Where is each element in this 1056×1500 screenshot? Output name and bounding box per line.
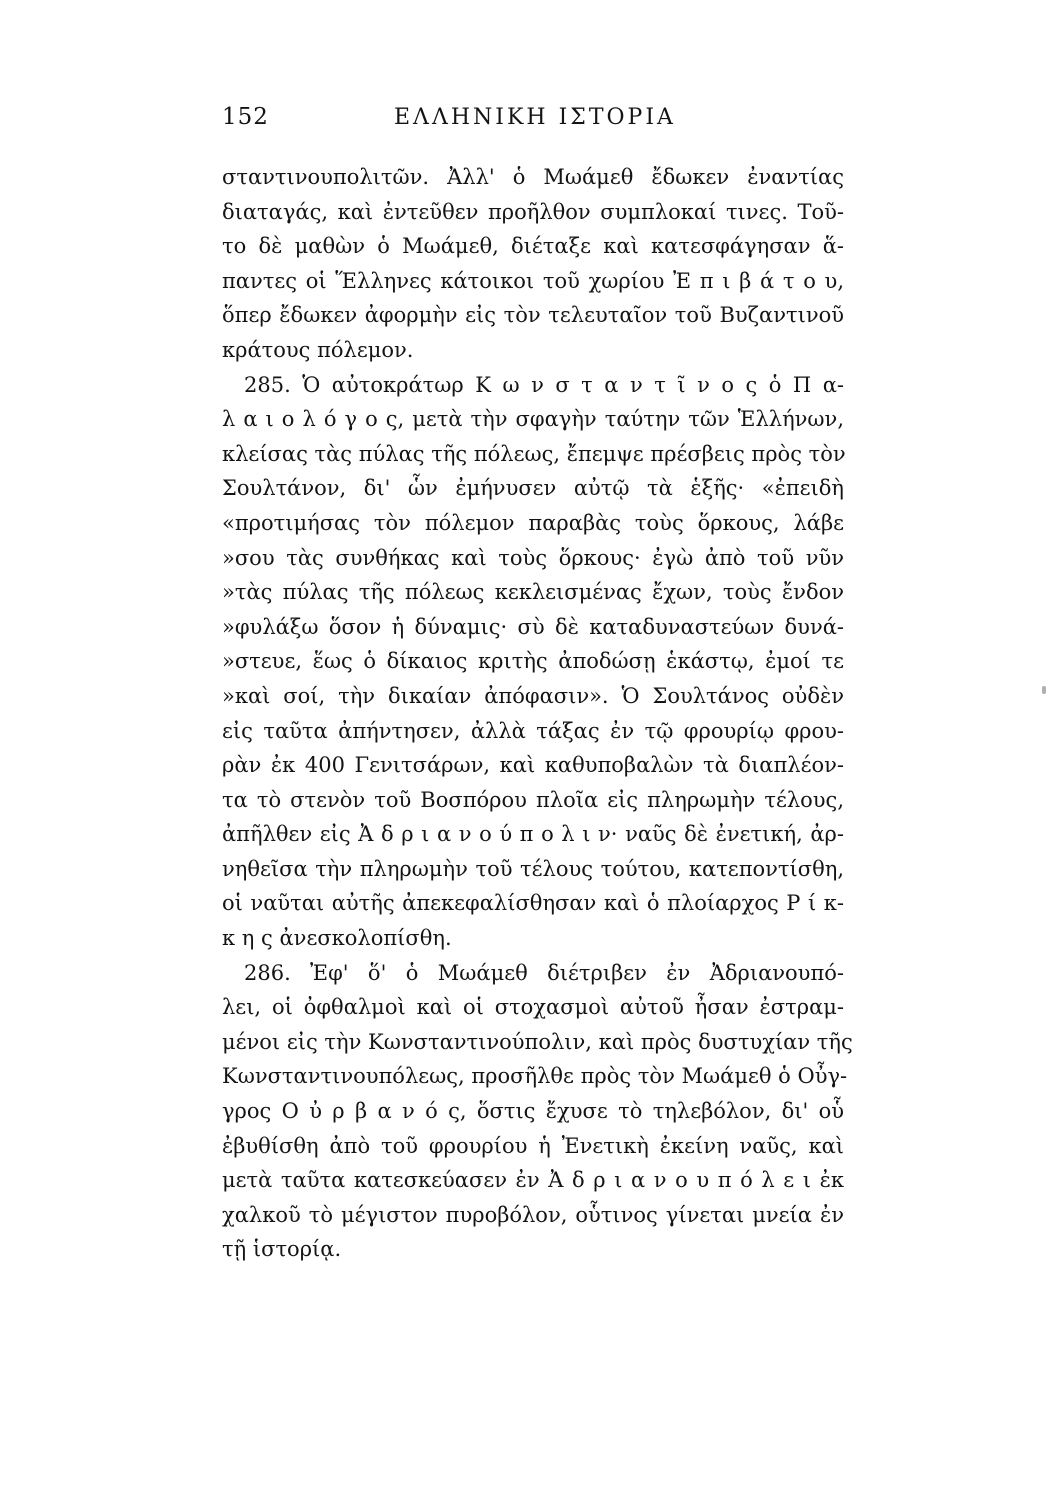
text-line: Κωνσταντινουπόλεως, προσῆλθε πρὸς τὸν Μωάμεθ ὁ Οὖγ- (222, 1064, 848, 1089)
text-line: ἀπῆλθεν εἰς Ἀ δ ρ ι α ν ο ύ π ο λ ι ν· ναῦς δὲ ἐνετική, ἀρ- (222, 822, 844, 847)
text-line: παντες οἱ Ἕλληνες κάτοικοι τοῦ χωρίου Ἐ π ι β ά τ ο υ, (222, 268, 844, 293)
text-line: λ α ι ο λ ό γ ο ς, μετὰ τὴν σφαγὴν ταύτην τῶν Ἑλλήνων, (222, 407, 844, 432)
page-number: 152 (222, 104, 269, 130)
text-line: μετὰ ταῦτα κατεσκεύασεν ἐν Ἀ δ ρ ι α ν ο υ π ό λ ε ι ἐκ (222, 1168, 844, 1193)
text-line: οἱ ναῦται αὐτῆς ἀπεκεφαλίσθησαν καὶ ὁ πλοίαρχος Ρ ί κ- (222, 891, 844, 916)
text-line: λει, οἱ ὀφθαλμοὶ καὶ οἱ στοχασμοὶ αὐτοῦ ἦσαν ἐστραμ- (222, 995, 844, 1020)
text-line: κράτους πόλεμον. (222, 337, 414, 362)
text-line: ρὰν ἐκ 400 Γενιτσάρων, καὶ καθυποβαλὼν τὰ διαπλέον- (222, 753, 844, 778)
text-line: κλείσας τὰς πύλας τῆς πόλεως, ἔπεμψε πρέσβεις πρὸς τὸν (222, 441, 846, 466)
text-line: »φυλάξω ὅσον ἡ δύναμις· σὺ δὲ καταδυναστεύων δυνά- (222, 614, 844, 639)
text-line: »τὰς πύλας τῆς πόλεως κεκλεισμένας ἔχων, τοὺς ἔνδον (222, 580, 844, 605)
text-line: νηθεῖσα τὴν πληρωμὴν τοῦ τέλους τούτου, κατεποντίσθη, (222, 856, 844, 881)
paragraph-286-start: 286. Ἐφ' ὅ' ὁ Μωάμεθ διέτριβεν ἐν Ἀδριανουπό- (244, 960, 844, 985)
text-line: τῇ ἱστορίᾳ. (222, 1237, 342, 1262)
text-line: »στευε, ἕως ὁ δίκαιος κριτὴς ἀποδώσῃ ἑκάστῳ, ἐμοί τε (222, 649, 844, 674)
text-line: «προτιμήσας τὸν πόλεμον παραβὰς τοὺς ὅρκους, λάβε (222, 510, 844, 535)
paragraph-285-start: 285. Ὁ αὐτοκράτωρ Κ ω ν σ τ α ν τ ῖ ν ο ς ὁ Π α- (244, 372, 844, 397)
text-line: μένοι εἰς τὴν Κωνσταντινούπολιν, καὶ πρὸς δυστυχίαν τῆς (222, 1029, 853, 1054)
text-line: εἰς ταῦτα ἀπήντησεν, ἀλλὰ τάξας ἐν τῷ φρουρίῳ φρου- (222, 718, 844, 743)
text-line: τα τὸ στενὸν τοῦ Βοσπόρου πλοῖα εἰς πληρωμὴν τέλους, (222, 787, 844, 812)
running-title: ΕΛΛΗΝΙΚΗ ΙΣΤΟΡΙΑ (394, 105, 676, 130)
page-header (222, 104, 842, 140)
text-line: ἐβυθίσθη ἀπὸ τοῦ φρουρίου ἡ Ἐνετικὴ ἐκείνη ναῦς, καὶ (222, 1133, 844, 1158)
text-line: »σου τὰς συνθήκας καὶ τοὺς ὅρκους· ἐγὼ ἀπὸ τοῦ νῦν (222, 545, 844, 570)
text-line: γρος Ο ὐ ρ β α ν ό ς, ὅστις ἔχυσε τὸ τηλεβόλον, δι' οὗ (222, 1099, 844, 1124)
text-line: διαταγάς, καὶ ἐντεῦθεν προῆλθον συμπλοκαί τινες. Τοῦ- (222, 199, 844, 224)
text-line: το δὲ μαθὼν ὁ Μωάμεθ, διέταξε καὶ κατεσφάγησαν ἅ- (222, 234, 844, 259)
page-speck (1042, 686, 1046, 694)
text-line: Σουλτάνον, δι' ὧν ἐμήνυσεν αὐτῷ τὰ ἑξῆς· «ἐπειδὴ (222, 476, 844, 501)
text-line: σταντινουπολιτῶν. Ἀλλ' ὁ Μωάμεθ ἔδωκεν ἐναντίας (222, 165, 844, 189)
text-line: κ η ς ἀνεσκολοπίσθη. (222, 926, 452, 951)
text-line: ὅπερ ἔδωκεν ἀφορμὴν εἰς τὸν τελευταῖον τοῦ Βυζαντινοῦ (222, 303, 844, 328)
text-line: »καὶ σοί, τὴν δικαίαν ἀπόφασιν». Ὁ Σουλτάνος οὐδὲν (222, 683, 844, 708)
body-text (222, 160, 853, 1267)
text-line: χαλκοῦ τὸ μέγιστον πυροβόλον, οὗτινος γίνεται μνεία ἐν (222, 1202, 844, 1227)
